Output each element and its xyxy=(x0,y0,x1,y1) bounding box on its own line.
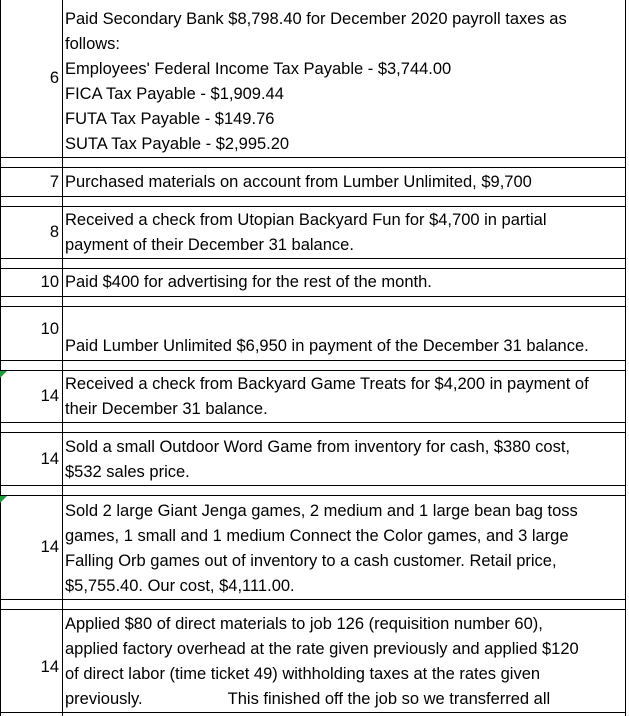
description-line: applied factory overhead at the rate given previously and applied $120 xyxy=(65,640,579,658)
description-line: Purchased materials on account from Lumber Unlimited, $9,700 xyxy=(65,173,532,191)
description-line: SUTA Tax Payable - $2,995.20 xyxy=(65,135,290,153)
description-line: FICA Tax Payable - $1,909.44 xyxy=(65,85,284,103)
day-value: 14 xyxy=(40,449,59,468)
day-value: 10 xyxy=(40,320,59,338)
description-cell xyxy=(65,208,623,258)
description-cell xyxy=(65,7,623,157)
day-cell xyxy=(0,168,61,196)
description-line: FUTA Tax Payable - $149.76 xyxy=(65,110,275,128)
day-cell xyxy=(0,658,61,684)
row-divider xyxy=(0,609,626,610)
description-line: their December 31 balance. xyxy=(65,400,268,418)
description-cell xyxy=(65,435,623,485)
row-divider xyxy=(0,495,626,496)
description-continuation: This finished off the job so we transferred all xyxy=(227,690,551,708)
description-line: previously. xyxy=(65,690,143,708)
day-value: 7 xyxy=(49,172,59,191)
row-divider xyxy=(0,370,626,371)
day-cell xyxy=(0,0,61,157)
day-cell xyxy=(0,320,61,346)
description-cell xyxy=(65,334,623,360)
description-line: Received a check from Utopian Backyard Fun for $4,700 in partial xyxy=(65,211,547,229)
day-value: 14 xyxy=(40,658,59,676)
day-cell xyxy=(0,433,61,485)
description-line: $5,755.40. Our cost, $4,111.00. xyxy=(65,577,295,595)
description-line: Sold a small Outdoor Word Game from inventory for cash, $380 cost, xyxy=(65,438,570,456)
description-line-with-continuation xyxy=(65,687,623,712)
row-divider xyxy=(0,712,626,713)
description-line: follows: xyxy=(65,35,121,53)
day-cell xyxy=(0,207,61,258)
description-cell xyxy=(65,170,623,196)
description-cell xyxy=(65,270,623,296)
row-divider xyxy=(0,206,626,207)
description-cell xyxy=(65,499,623,599)
description-line: Paid Secondary Bank $8,798.40 for December 2020 payroll taxes as xyxy=(65,10,567,28)
row-divider xyxy=(0,167,626,168)
row-divider xyxy=(0,432,626,433)
row-divider xyxy=(0,157,626,158)
description-line: games, 1 small and 1 medium Connect the Color games, and 3 large xyxy=(65,527,569,545)
description-line: payment of their December 31 balance. xyxy=(65,236,354,254)
day-value: 14 xyxy=(40,538,59,556)
day-cell xyxy=(0,269,61,296)
description-cell xyxy=(65,372,623,422)
description-line: $532 sales price. xyxy=(65,463,190,481)
row-divider xyxy=(0,422,626,423)
row-divider xyxy=(0,296,626,297)
row-divider xyxy=(0,268,626,269)
description-line: Employees' Federal Income Tax Payable - $3,744.00 xyxy=(65,60,452,78)
row-divider xyxy=(0,599,626,600)
description-line: of direct labor (time ticket 49) withholding taxes at the rates given xyxy=(65,665,541,683)
description-line: Applied $80 of direct materials to job 126 (requisition number 60), xyxy=(65,615,543,633)
row-divider xyxy=(0,258,626,259)
description-cell xyxy=(65,612,623,712)
description-line: Sold 2 large Giant Jenga games, 2 medium and 1 large bean bag toss xyxy=(65,502,578,520)
day-value: 8 xyxy=(49,223,59,241)
row-divider xyxy=(0,485,626,486)
day-cell xyxy=(0,496,61,599)
description-line: Paid Lumber Unlimited $6,950 in payment of the December 31 balance. xyxy=(65,337,589,355)
row-divider xyxy=(0,196,626,197)
description-line: Paid $400 for advertising for the rest of the month. xyxy=(65,273,432,291)
day-value: 14 xyxy=(40,387,59,405)
day-value: 6 xyxy=(49,69,59,87)
description-line: Falling Orb games out of inventory to a cash customer. Retail price, xyxy=(65,552,557,570)
day-value: 10 xyxy=(40,273,59,291)
row-divider xyxy=(0,360,626,361)
description-line: Received a check from Backyard Game Treats for $4,200 in payment of xyxy=(65,375,589,393)
row-divider xyxy=(0,306,626,307)
day-cell xyxy=(0,371,61,422)
